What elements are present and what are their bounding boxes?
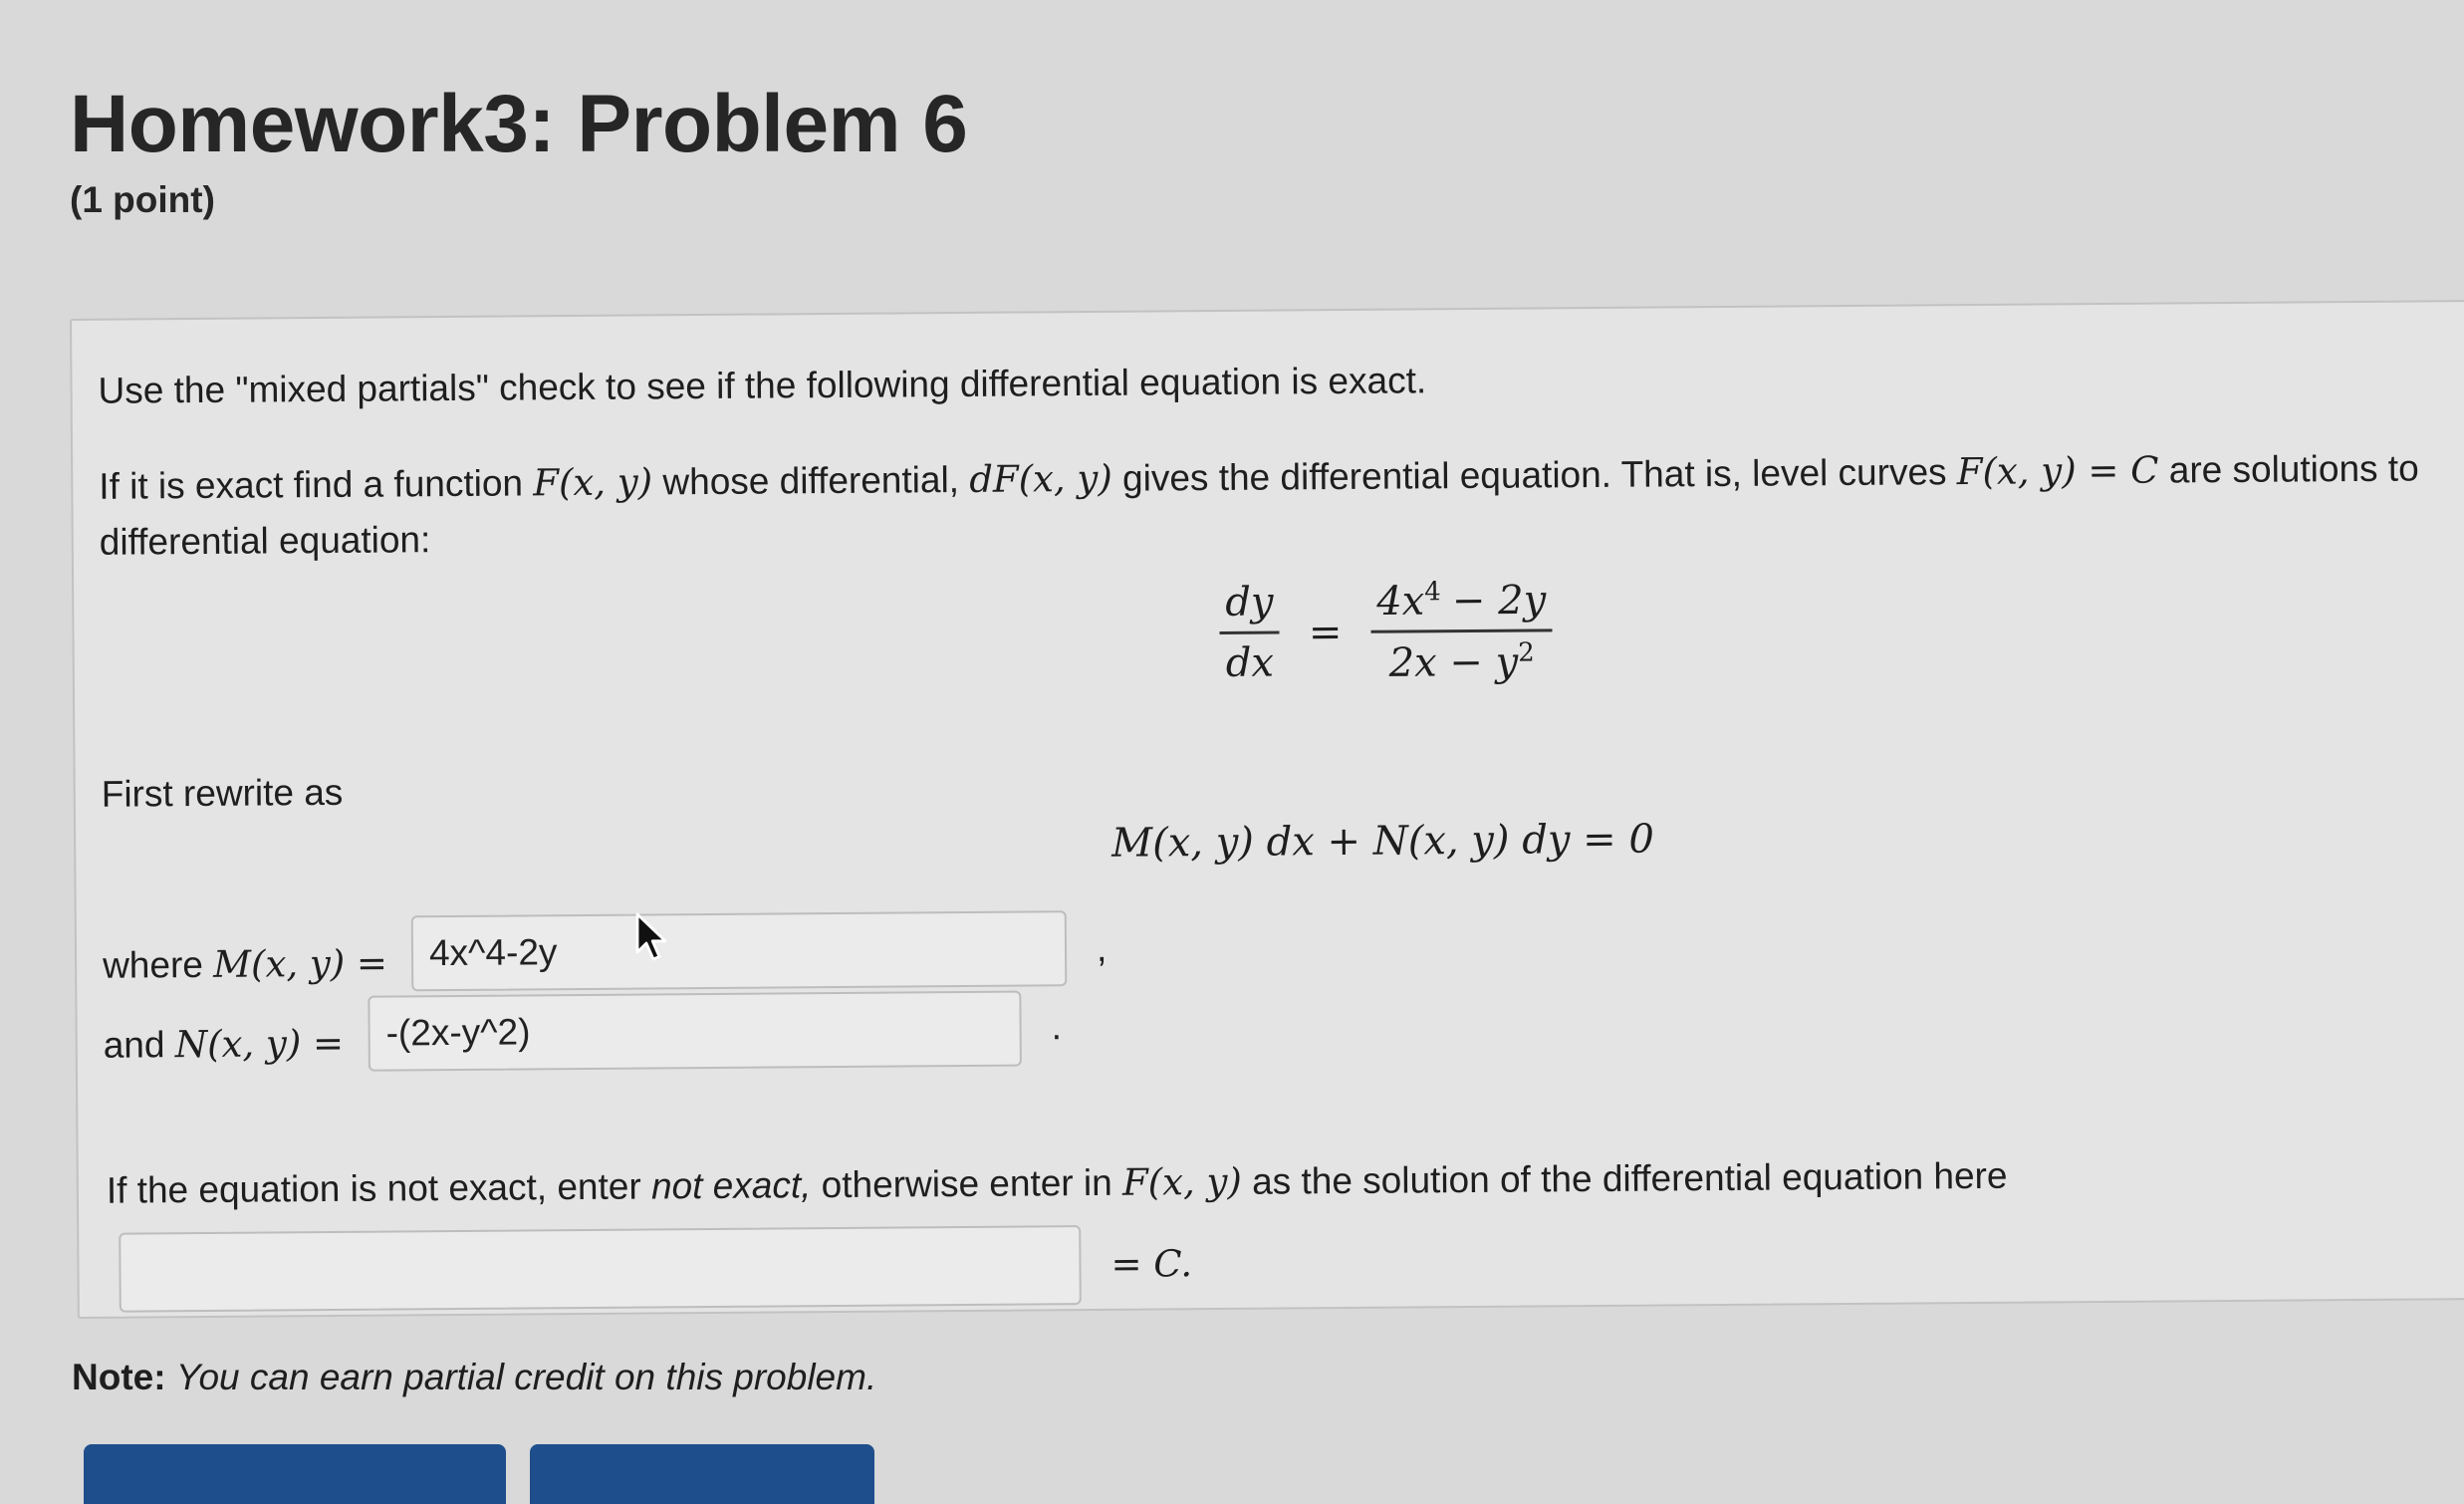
submit-button[interactable] [84, 1444, 506, 1504]
rhs-fraction [1370, 576, 1553, 686]
exact-instr-2: whose differential, [662, 458, 960, 503]
page-title: Homework3: Problem 6 [70, 79, 968, 169]
note-body: You can earn partial credit on this problem. [175, 1357, 877, 1397]
rhs-numerator: $4x^4 - 2y$ [1370, 576, 1552, 633]
equals-sign: = [1308, 609, 1343, 656]
f-of-xy-2: F(x, y) [1121, 1159, 1243, 1204]
note-label: Note: [72, 1357, 166, 1397]
not-exact-emphasis: not exact, [650, 1164, 812, 1207]
dy-dx-fraction [1219, 580, 1280, 686]
exact-instr-3: gives the differential equation. That is, level curves [1121, 451, 1947, 499]
period-mark: . [1051, 1006, 1063, 1048]
n-of-xy: N(x, y) = [174, 1021, 345, 1067]
n-answer-input[interactable]: -(2x-y^2) [368, 991, 1022, 1072]
note-text [72, 1357, 876, 1398]
m-answer-input[interactable]: 4x^4-2y [411, 910, 1068, 991]
solution-answer-input[interactable] [119, 1225, 1082, 1313]
where-m-label: where M(x, y) = [102, 941, 388, 986]
df-of-xy: dF(x, y) [969, 456, 1112, 501]
points-label: (1 point) [70, 179, 215, 220]
dx-term: dx [1225, 639, 1275, 687]
rhs-denominator: $2x - y^2$ [1388, 637, 1535, 687]
mouse-pointer-icon [635, 912, 669, 962]
level-curve-eq: F(x, y) = C [1956, 448, 2159, 494]
rewrite-label: First rewrite as [101, 771, 344, 815]
exact-instr-1: If it is exact find a function [99, 462, 524, 507]
exact-instructions [99, 446, 2419, 507]
problem-box [70, 300, 2464, 1319]
and-n-label: and N(x, y) = [103, 1021, 345, 1067]
equals-c-label: = C. [1110, 1242, 1193, 1286]
differential-equation [1219, 576, 1553, 687]
exact-instr-4: are solutions to [2168, 447, 2419, 491]
intro-text: Use the "mixed partials" check to see if the following differential equation is exact. [98, 360, 1427, 411]
m-of-xy: M(x, y) = [212, 941, 388, 986]
comma-mark: , [1096, 927, 1108, 969]
dy-term: dy [1219, 580, 1280, 634]
not-exact-instructions: If the equation is not exact, enter not exact, otherwise enter in F(x, y) as the solution of the differential equation here [106, 1154, 2008, 1211]
rewrite-equation: M(x, y) dx + N(x, y) dy = 0 [1110, 816, 1655, 867]
exact-instr-5: differential equation: [99, 519, 431, 563]
f-of-xy: F(x, y) [533, 460, 653, 505]
preview-button[interactable] [530, 1444, 874, 1504]
